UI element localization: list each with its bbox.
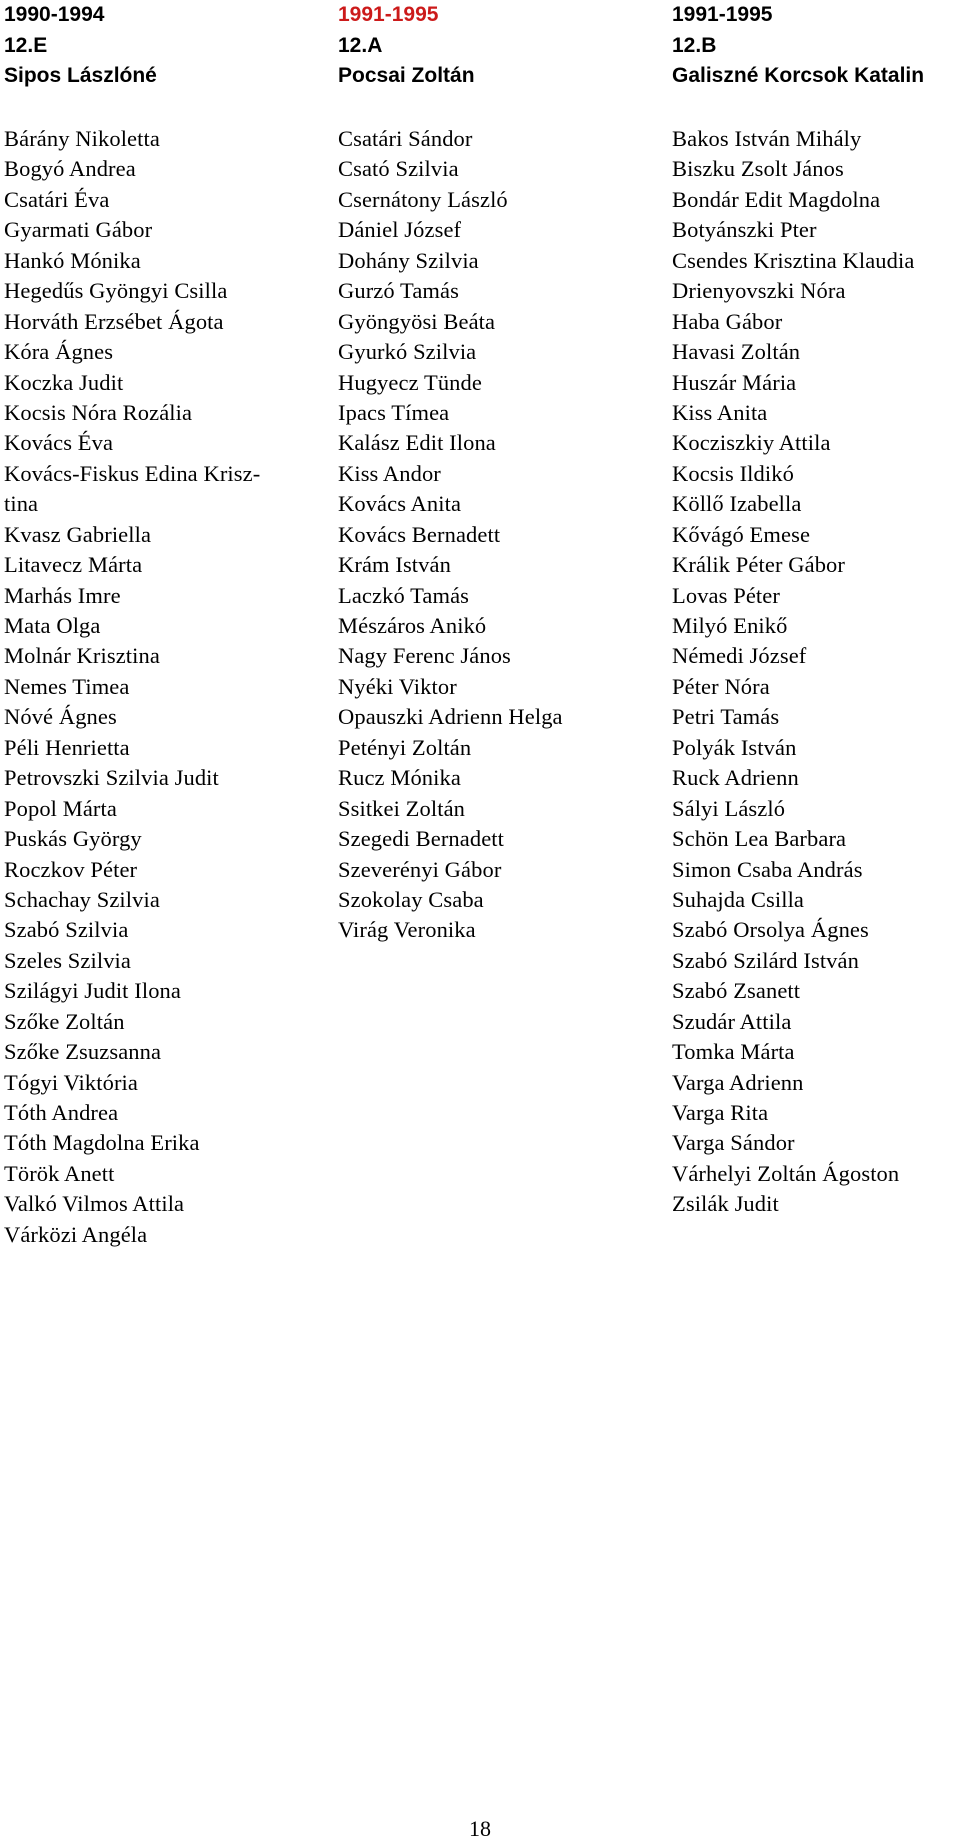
- student-name: Csatári Éva: [4, 186, 110, 212]
- student-name: Krám István: [338, 552, 451, 578]
- student-name: tina: [4, 491, 39, 517]
- class-teacher: Sipos Lászlóné: [4, 64, 157, 87]
- class-header: [4, 0, 260, 124]
- student-name: Nóvé Ágnes: [4, 704, 117, 730]
- student-name: Szegedi Bernadett: [338, 826, 505, 852]
- student-name: Zsilák Judit: [672, 1191, 779, 1217]
- student-name: Polyák István: [672, 734, 797, 760]
- student-name: Molnár Krisztina: [4, 643, 160, 669]
- student-name: Schachay Szilvia: [4, 886, 160, 912]
- student-name: Gyurkó Szilvia: [338, 339, 477, 365]
- student-name: Köllő Izabella: [672, 491, 802, 517]
- student-name: Nagy Ferenc János: [338, 643, 511, 669]
- student-name: Gyarmati Gábor: [4, 217, 153, 243]
- student-name: Kovács Éva: [4, 430, 114, 456]
- student-name: Králik Péter Gábor: [672, 552, 845, 578]
- student-name: Kovács Bernadett: [338, 521, 501, 547]
- student-name: Varga Rita: [672, 1100, 769, 1125]
- student-name: Kiss Anita: [672, 399, 768, 425]
- student-name: Ruck Adrienn: [672, 765, 799, 791]
- student-name: Varga Sándor: [672, 1130, 795, 1156]
- student-name: Drienyovszki Nóra: [672, 278, 846, 304]
- student-name: Bakos István Mihály: [672, 126, 862, 151]
- student-name: Petényi Zoltán: [338, 734, 472, 760]
- student-name: Kóra Ágnes: [4, 339, 114, 365]
- student-name: Szudár Attila: [672, 1008, 792, 1034]
- student-name: Biszku Zsolt János: [672, 156, 844, 182]
- student-name: Kalász Edit Ilona: [338, 430, 496, 456]
- student-name: Hugyecz Tünde: [338, 369, 482, 395]
- class-column-12b: [672, 0, 924, 1220]
- student-name: Sályi László: [672, 795, 786, 821]
- class-period: 1991-1995: [338, 3, 439, 26]
- student-name: Dohány Szilvia: [338, 247, 479, 273]
- student-name: Lovas Péter: [672, 582, 780, 608]
- student-name: Kocziszkiy Attila: [672, 430, 831, 456]
- class-header: [672, 0, 924, 124]
- class-period: 1990-1994: [4, 3, 105, 26]
- student-name: Péter Nóra: [672, 673, 770, 699]
- student-name: Litavecz Márta: [4, 552, 143, 578]
- student-name: Török Anett: [4, 1160, 115, 1186]
- student-name: Petri Tamás: [672, 704, 780, 730]
- student-name: Marhás Imre: [4, 582, 121, 608]
- class-name: 12.E: [4, 33, 48, 57]
- student-list: [672, 124, 924, 1220]
- student-name: Gurzó Tamás: [338, 278, 459, 304]
- class-teacher: Pocsai Zoltán: [338, 64, 475, 87]
- student-name: Laczkó Tamás: [338, 582, 470, 608]
- student-name: Némedi József: [672, 643, 807, 669]
- student-list: [338, 124, 563, 946]
- student-name: Bondár Edit Magdolna: [672, 186, 881, 212]
- student-name: Puskás György: [4, 826, 142, 852]
- student-name: Tógyi Viktória: [4, 1069, 138, 1095]
- student-name: Szőke Zsuzsanna: [4, 1039, 162, 1065]
- student-name: Koczka Judit: [4, 369, 124, 395]
- student-name: Dániel József: [338, 217, 462, 243]
- student-name: Mészáros Anikó: [338, 613, 487, 638]
- student-name: Gyöngyösi Beáta: [338, 308, 496, 334]
- student-name: Várközi Angéla: [4, 1221, 148, 1247]
- student-name: Simon Csaba András: [672, 856, 863, 882]
- student-name: Nemes Timea: [4, 673, 130, 699]
- student-name: Csendes Krisztina Klaudia: [672, 247, 915, 273]
- student-name: Csernátony László: [338, 186, 508, 212]
- student-name: Havasi Zoltán: [672, 339, 801, 365]
- student-name: Csatári Sándor: [338, 126, 473, 151]
- student-name: Péli Henrietta: [4, 734, 130, 760]
- student-name: Várhelyi Zoltán Ágoston: [672, 1160, 900, 1186]
- class-header: [338, 0, 563, 124]
- student-name: Kiss Andor: [338, 460, 441, 486]
- student-name: Szabó Szilvia: [4, 917, 129, 943]
- student-name: Botyánszki Pter: [672, 217, 817, 243]
- student-name: Tomka Márta: [672, 1039, 795, 1065]
- student-name: Ssitkei Zoltán: [338, 795, 466, 821]
- student-name: Roczkov Péter: [4, 856, 138, 882]
- student-name: Opauszki Adrienn Helga: [338, 704, 563, 730]
- student-name: Kővágó Emese: [672, 521, 811, 547]
- student-name: Milyó Enikő: [672, 613, 788, 638]
- student-name: Szőke Zoltán: [4, 1008, 125, 1034]
- student-name: Kovács Anita: [338, 491, 462, 517]
- class-name: 12.B: [672, 33, 717, 57]
- student-name: Hankó Mónika: [4, 247, 141, 273]
- student-name: Tóth Magdolna Erika: [4, 1130, 200, 1156]
- student-name: Schön Lea Barbara: [672, 826, 847, 852]
- student-name: Kocsis Ildikó: [672, 460, 794, 486]
- student-name: Suhajda Csilla: [672, 886, 805, 912]
- student-name: Ipacs Tímea: [338, 399, 450, 425]
- student-list: [4, 124, 260, 1250]
- student-name: Virág Veronika: [338, 917, 476, 943]
- student-name: Haba Gábor: [672, 308, 783, 334]
- student-name: Csató Szilvia: [338, 156, 459, 182]
- student-name: Szeles Szilvia: [4, 947, 131, 973]
- student-name: Nyéki Viktor: [338, 673, 457, 699]
- student-name: Horváth Erzsébet Ágota: [4, 308, 224, 334]
- class-period: 1991-1995: [672, 3, 773, 26]
- student-name: Petrovszki Szilvia Judit: [4, 765, 219, 791]
- student-name: Kocsis Nóra Rozália: [4, 399, 193, 425]
- page-number: 18: [469, 1816, 491, 1841]
- student-name: Varga Adrienn: [672, 1069, 804, 1095]
- student-name: Szilágyi Judit Ilona: [4, 978, 181, 1004]
- class-teacher: Galiszné Korcsok Katalin: [672, 64, 925, 87]
- student-name: Tóth Andrea: [4, 1100, 119, 1125]
- student-name: Bogyó Andrea: [4, 156, 136, 182]
- student-name: Bárány Nikoletta: [4, 126, 160, 151]
- student-name: Szeverényi Gábor: [338, 856, 502, 882]
- student-name: Hegedűs Gyöngyi Csilla: [4, 278, 228, 304]
- student-name: Kovács-Fiskus Edina Krisz-: [4, 460, 261, 486]
- class-column-12e: [4, 0, 260, 1250]
- class-name: 12.A: [338, 33, 383, 57]
- student-name: Szokolay Csaba: [338, 886, 484, 912]
- student-name: Mata Olga: [4, 613, 101, 638]
- student-name: Kvasz Gabriella: [4, 521, 152, 547]
- student-name: Szabó Orsolya Ágnes: [672, 917, 869, 943]
- student-name: Rucz Mónika: [338, 765, 461, 791]
- student-name: Popol Márta: [4, 795, 117, 821]
- student-name: Szabó Zsanett: [672, 978, 801, 1004]
- student-name: Szabó Szilárd István: [672, 947, 859, 973]
- student-name: Valkó Vilmos Attila: [4, 1191, 185, 1217]
- student-name: Huszár Mária: [672, 369, 797, 395]
- class-column-12a: [338, 0, 563, 946]
